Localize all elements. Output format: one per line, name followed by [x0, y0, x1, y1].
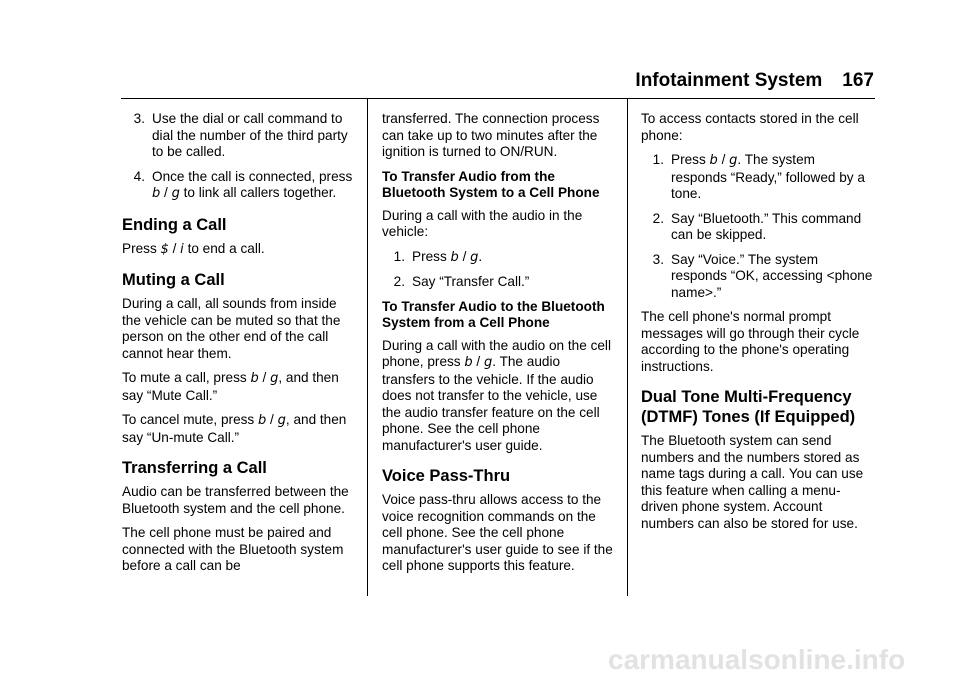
- mute-instructions: To mute a call, press b / g, and then say “Mute Call.”: [122, 370, 339, 403]
- prompt-messages-paragraph: The cell phone's normal prompt messages will go through their cycle according to the phone's operating instructions.: [641, 309, 860, 374]
- voice-pass-thru-paragraph: Voice pass-thru allows access to the voice recognition commands on the cell phone. See the cell phone manufacturer's user guide to see if the cell phone supports this feature.: [382, 492, 613, 573]
- voice-icon: g: [171, 186, 180, 201]
- contacts-step-3: 3. Say “Voice.” The system responds “OK, accessing <phone name>.”: [652, 251, 873, 300]
- call-icon: b: [709, 153, 718, 168]
- heading-to-cell-phone: To Transfer Audio from the Bluetooth System to a Cell Phone: [382, 168, 600, 200]
- column-divider-1: [367, 98, 368, 596]
- page-number: 167: [842, 70, 874, 91]
- heading-voice-pass-thru: Voice Pass-Thru: [382, 467, 511, 485]
- voice-icon: g: [270, 371, 279, 386]
- contacts-step-2: 2. Say “Bluetooth.” This command can be skipped.: [652, 210, 862, 242]
- column-divider-2: [627, 98, 628, 596]
- end-call-alt-icon: i: [180, 241, 184, 257]
- heading-transferring-call: Transferring a Call: [122, 459, 267, 477]
- call-icon: b: [450, 249, 459, 265]
- call-icon: b: [250, 371, 259, 386]
- voice-icon: g: [484, 355, 493, 370]
- transfer-step-1: 1. Press b / g.: [393, 248, 483, 265]
- call-icon: b: [464, 355, 473, 370]
- dtmf-paragraph: The Bluetooth system can send numbers and the numbers stored as name tags during a call. You can use this feature when calling a menu-driven phone system. Account numbers can also be stored for use.: [641, 433, 864, 531]
- voice-icon: g: [470, 249, 479, 265]
- column-2: [382, 111, 614, 583]
- transfer-paragraph-1: Audio can be transferred between the Bluetooth system and the cell phone.: [122, 484, 349, 516]
- voice-icon: g: [277, 413, 286, 428]
- end-call-icon: $: [160, 241, 169, 257]
- heading-dtmf: Dual Tone Multi-Frequency (DTMF) Tones (If Equipped): [641, 388, 856, 426]
- call-icon: b: [152, 186, 161, 201]
- step-4: 4. Once the call is connected, press b / g to link all callers together.: [133, 168, 353, 201]
- column-1: [122, 111, 354, 583]
- contacts-intro: To access contacts stored in the cell phone:: [641, 111, 859, 143]
- voice-icon: g: [729, 153, 738, 168]
- transfer-continued: transferred. The connection process can take up to two minutes after the ignition is turned to ON/RUN.: [382, 111, 600, 159]
- watermark: carmanualsonline.info: [608, 644, 906, 675]
- heading-muting-call: Muting a Call: [122, 271, 225, 289]
- to-cell-phone-intro: During a call with the audio in the vehicle:: [382, 207, 583, 239]
- call-icon: b: [258, 413, 267, 428]
- page-header: [635, 70, 874, 92]
- transfer-step-2: 2. Say “Transfer Call.”: [393, 274, 530, 289]
- to-bluetooth-paragraph: During a call with the audio on the cell phone, press b / g. The audio transfers to the vehicle. If the audio does not transfer to the vehicle, use the audio transfer feature on the cell phone. See the cell phone manufacturer's user guide.: [382, 337, 611, 453]
- unmute-instructions: To cancel mute, press b / g, and then say “Un-mute Call.”: [122, 412, 347, 445]
- muting-paragraph: During a call, all sounds from inside the vehicle can be muted so that the person on the other end of the call cannot hear them.: [122, 296, 341, 361]
- section-title: Infotainment System: [635, 70, 823, 91]
- contacts-step-1: 1. Press b / g. The system responds “Ready,” followed by a tone.: [652, 152, 865, 201]
- header-rule: [121, 98, 875, 99]
- column-3: [641, 111, 873, 540]
- ending-call-text: Press $ / i to end a call.: [122, 240, 265, 257]
- heading-to-bluetooth: To Transfer Audio to the Bluetooth System from a Cell Phone: [382, 298, 605, 330]
- step-3: 3. Use the dial or call command to dial the number of the third party to be called.: [133, 111, 348, 159]
- transfer-paragraph-2: The cell phone must be paired and connected with the Bluetooth system before a call can be: [122, 525, 344, 573]
- heading-ending-call: Ending a Call: [122, 215, 227, 234]
